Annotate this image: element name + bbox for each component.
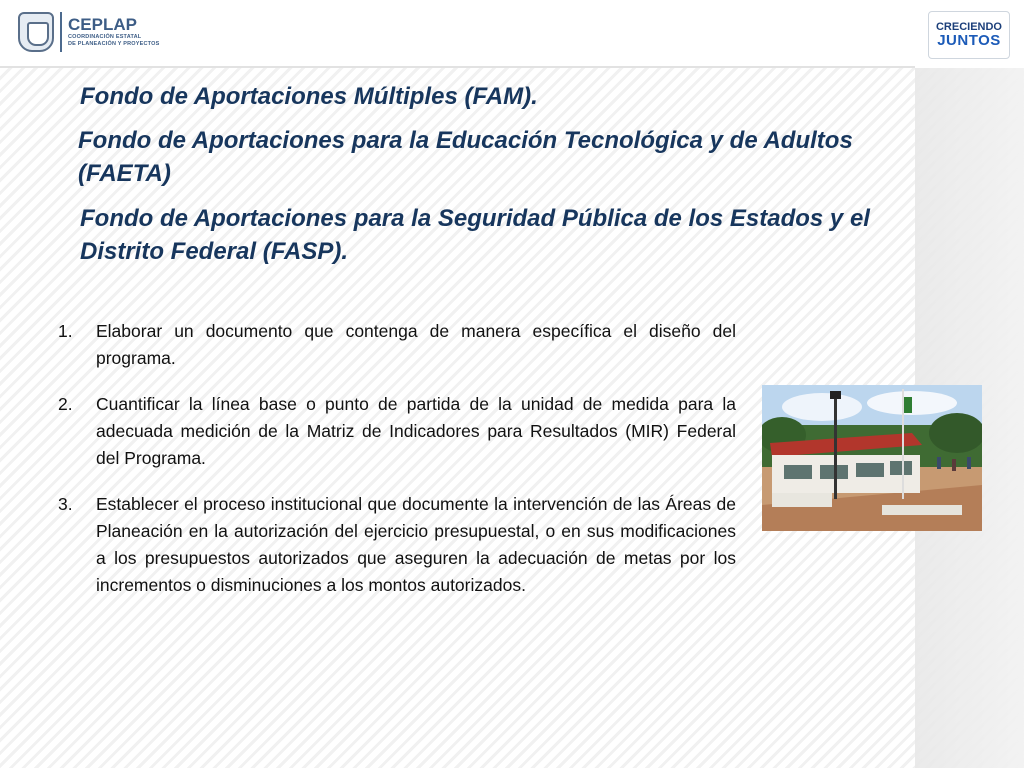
fund-title-faeta: Fondo de Aportaciones para la Educación Tecnológica y de Adultos (FAETA) [78,127,853,187]
list-item-text: Elaborar un documento que contenga de manera específica el diseño del programa. [96,321,736,368]
right-side-panel [915,0,1024,768]
list-item [56,318,736,372]
list-item [56,391,736,472]
logo-title: CEPLAP [68,15,137,34]
creciendo-juntos-top: CRECIENDO [935,21,1002,33]
header [0,0,1024,68]
creciendo-juntos-bottom: JUNTOS [937,32,1001,49]
fund-title-fasp: Fondo de Aportaciones para la Seguridad Pública de los Estados y el Distrito Federal (FASP). [80,205,870,265]
ceplap-logo [18,12,160,52]
list-item-number: 2. [58,394,73,414]
logo-text [68,16,160,48]
fund-title-fam: Fondo de Aportaciones Múltiples (FAM). [80,83,538,110]
state-seal-icon [18,12,54,52]
logo-subtitle-2: DE PLANEACIÓN Y PROYECTOS [68,41,160,47]
logo-subtitle-1: COORDINACIÓN ESTATAL [68,34,142,40]
list-item-number: 1. [58,321,73,341]
list-item-text: Cuantificar la línea base o punto de partida de la unidad de medida para la adecuada medición de la Matriz de Indicadores para Resultados (MIR) Federal del Programa. [96,394,736,468]
list-item-text: Establecer el proceso institucional que documente la intervención de las Áreas de Planeación en la autorización del ejercicio presupuestal, o en sus modificaciones a los presupuestos autorizados que aseguren la adecuación de metas por los incrementos o disminuciones a los montos autorizados. [96,494,736,595]
creciendo-juntos-logo [928,11,1010,59]
list-item-number: 3. [58,494,73,514]
school-building-photo [762,385,982,531]
header-divider [0,66,915,68]
list-item [56,491,736,599]
logo-divider [60,12,62,52]
recommendations-list [56,318,736,618]
